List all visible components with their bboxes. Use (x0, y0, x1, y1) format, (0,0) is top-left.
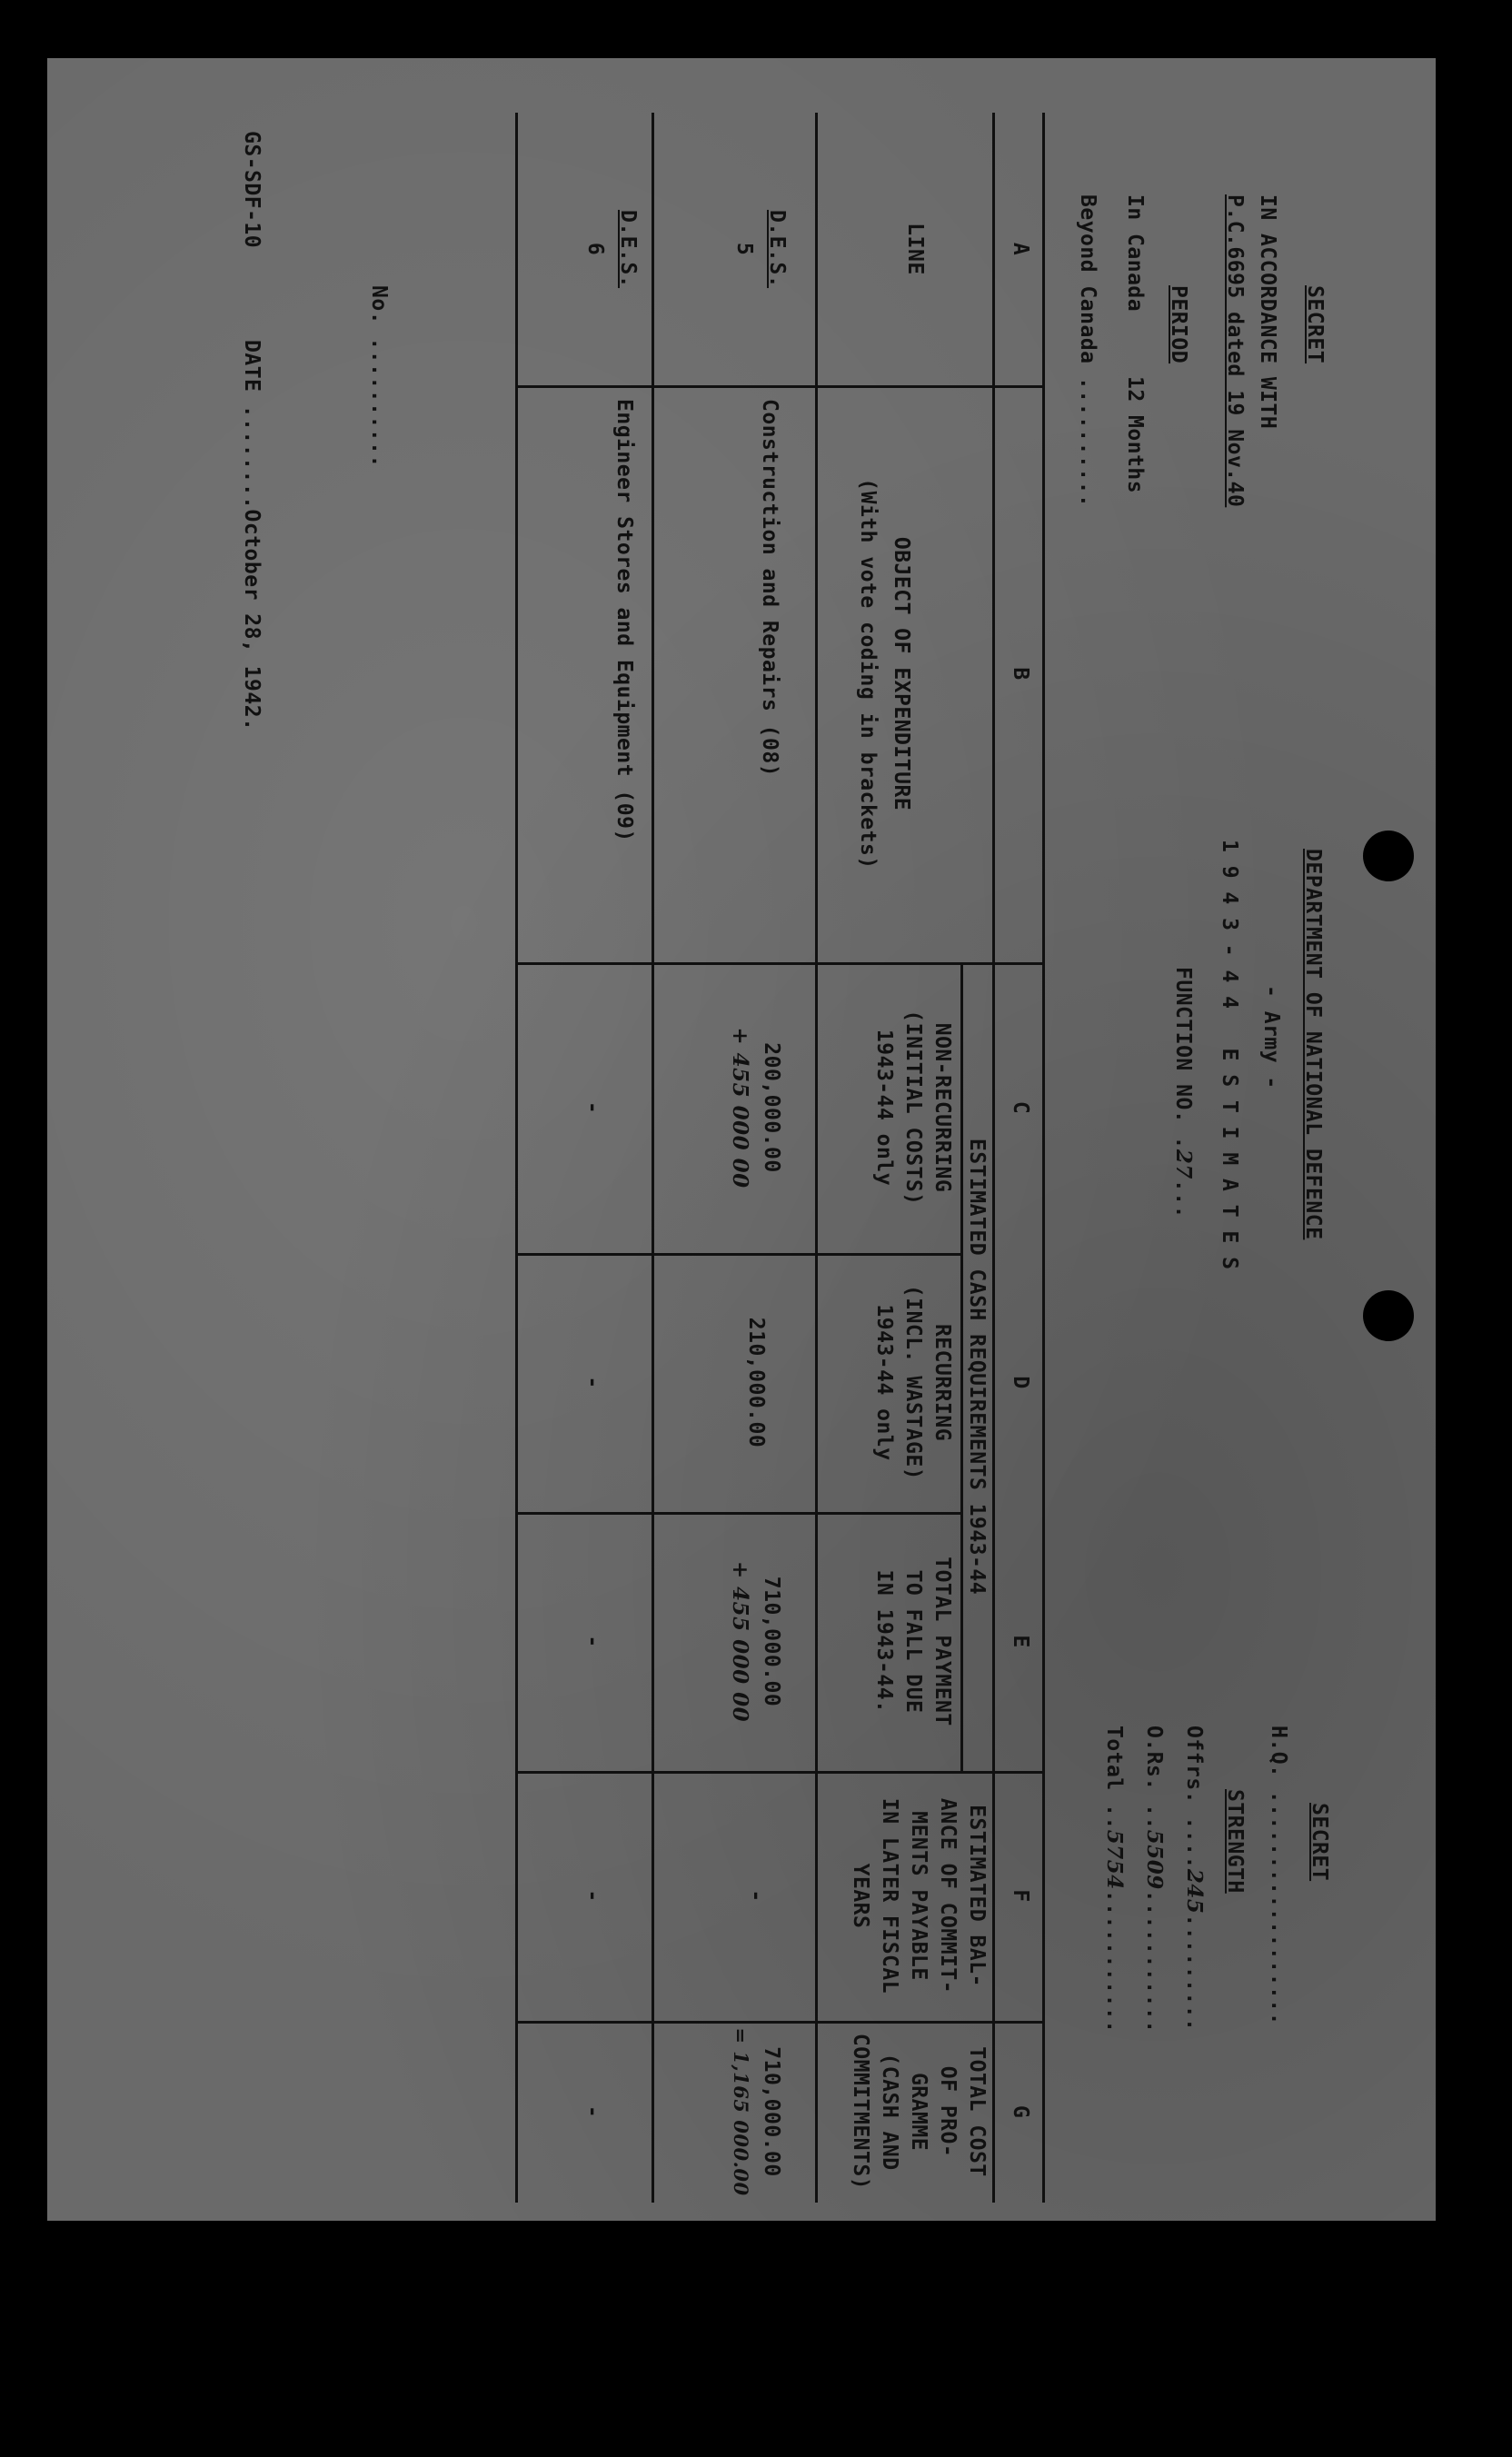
header-f-line4: IN LATER FISCAL (878, 1797, 901, 1994)
row1-e-handwritten: + 455 000 00 (728, 1560, 752, 1723)
header-f-line1: ESTIMATED BAL- (965, 1805, 989, 1987)
row2-object: Engineer Stores and Equipment (09) (612, 399, 636, 842)
in-canada-label: In Canada (1123, 194, 1147, 313)
right-secret-label: SECRET (1308, 1803, 1331, 1882)
row1-c-handwritten: + 455 000 00 (728, 1027, 752, 1189)
header-g-line4: (CASH AND (878, 2053, 901, 2171)
date-label: DATE ........ (240, 340, 264, 510)
hq-label: H.Q. .................. (1267, 1726, 1290, 2025)
row1-d-value: 210,000.00 (744, 1317, 768, 1448)
left-secret-label: SECRET (1303, 285, 1327, 364)
header-c-line3: 1943-44 only (872, 1029, 896, 1187)
date-row (240, 340, 264, 731)
row1-line-code: D.E.S. (765, 209, 789, 289)
army-subtitle: - Army - (1259, 985, 1283, 1089)
total-label: Total .. (1102, 1726, 1126, 1830)
document-page (47, 58, 1436, 2221)
row1-line-number: 5 (732, 242, 756, 256)
header-f-line5: YEARS (849, 1863, 872, 1929)
rotated-form (47, 58, 1436, 2221)
header-d-line3: 1943-44 only (872, 1304, 896, 1461)
table-bottom-border (515, 113, 518, 2203)
accordance-line1: IN ACCORDANCE WITH (1256, 194, 1279, 430)
form-code: GS-SDF-10 (240, 131, 264, 249)
offrs-value: 245 (1182, 1868, 1207, 1915)
total-row (1102, 1726, 1127, 2034)
col-divider-a (518, 385, 1045, 388)
header-e-line2: TO FALL DUE (901, 1569, 925, 1714)
accordance-line2: P.C.6695 dated 19 Nov.40 (1223, 194, 1247, 508)
ors-row (1142, 1726, 1167, 2034)
row1-object: Construction and Repairs (08) (758, 399, 781, 778)
column-letter-e: E (1009, 1635, 1032, 1648)
function-label (1171, 967, 1196, 1219)
total-value: 5754 (1102, 1829, 1127, 1890)
header-object-line2: (With vote coding in brackets) (856, 478, 880, 870)
offrs-label: Offrs. .... (1182, 1726, 1206, 1869)
header-g-line1: TOTAL COST (965, 2046, 989, 2177)
column-letter-b: B (1009, 667, 1032, 681)
column-letter-g: G (1009, 2104, 1032, 2119)
row1-g-handwritten: = 1,165 000.00 (730, 2027, 752, 2196)
header-d-line2: (INCL. WASTAGE) (901, 1284, 925, 1481)
column-letter-d: D (1009, 1376, 1032, 1389)
ors-value: 5509 (1142, 1829, 1167, 1890)
function-number-value: 27 (1171, 1149, 1196, 1179)
strength-label: STRENGTH (1223, 1789, 1247, 1894)
offrs-row (1182, 1726, 1207, 2031)
row2-g-value: - (581, 2104, 604, 2119)
cash-header-underline (960, 962, 963, 1771)
row2-line-code: D.E.S. (616, 209, 640, 289)
header-line: LINE (903, 223, 927, 275)
header-c-line1: NON-RECURRING (930, 1022, 954, 1193)
period-label: PERIOD (1167, 285, 1190, 364)
row2-d-value: - (581, 1376, 604, 1389)
header-f-line2: ANCE OF COMMIT- (936, 1797, 960, 1994)
row1-c-value: 200,000.00 (760, 1042, 783, 1173)
header-e-line1: TOTAL PAYMENT (930, 1557, 954, 1726)
row2-c-value: - (581, 1100, 604, 1115)
row1-g-value: 710,000.00 (760, 2046, 783, 2177)
table-header-bottom (815, 113, 818, 2203)
row1-e-value: 710,000.00 (760, 1576, 783, 1707)
ors-dots: ........... (1142, 1889, 1166, 2034)
header-g-line5: COMMITMENTS) (849, 2033, 872, 2191)
header-d-line1: RECURRING (930, 1323, 954, 1442)
column-letter-a: A (1009, 242, 1032, 256)
row1-f-value: - (744, 1889, 768, 1903)
header-object-line1: OBJECT OF EXPENDITURE (890, 536, 913, 811)
ors-label: O.Rs. .. (1142, 1726, 1166, 1830)
function-number-dots: ... (1171, 1179, 1195, 1219)
row2-line-number: 6 (583, 242, 607, 256)
header-g-line3: GRAMME (907, 2072, 930, 2152)
offrs-dots: ......... (1182, 1914, 1206, 2032)
column-letter-f: F (1009, 1889, 1032, 1903)
header-g-line2: OF PRO- (936, 2065, 960, 2158)
table-row-divider (652, 113, 654, 2203)
date-value: October 28, 1942. (240, 509, 264, 731)
header-c-line2: (INITIAL COSTS) (901, 1010, 925, 1206)
department-title: DEPARTMENT OF NATIONAL DEFENCE (1301, 849, 1325, 1240)
total-dots: ........... (1102, 1889, 1126, 2034)
beyond-canada-label: Beyond Canada .......... (1076, 194, 1099, 508)
header-f-line3: MENTS PAYABLE (907, 1811, 930, 1981)
estimates-title: 1 9 4 3 - 4 4 E S T I M A T E S (1218, 840, 1241, 1270)
function-number-label: FUNCTION NO. . (1171, 967, 1195, 1149)
column-letter-c: C (1009, 1100, 1032, 1115)
table-letter-divider (992, 113, 995, 2203)
row2-e-value: - (581, 1635, 604, 1648)
number-field: No. .......... (367, 285, 391, 468)
in-canada-value: 12 Months (1123, 376, 1147, 494)
header-estimated-cash: ESTIMATED CASH REQUIREMENTS 1943-44 (965, 1138, 989, 1596)
header-e-line3: IN 1943-44. (872, 1569, 896, 1714)
table-top-border (1042, 113, 1045, 2203)
row2-f-value: - (581, 1889, 604, 1903)
